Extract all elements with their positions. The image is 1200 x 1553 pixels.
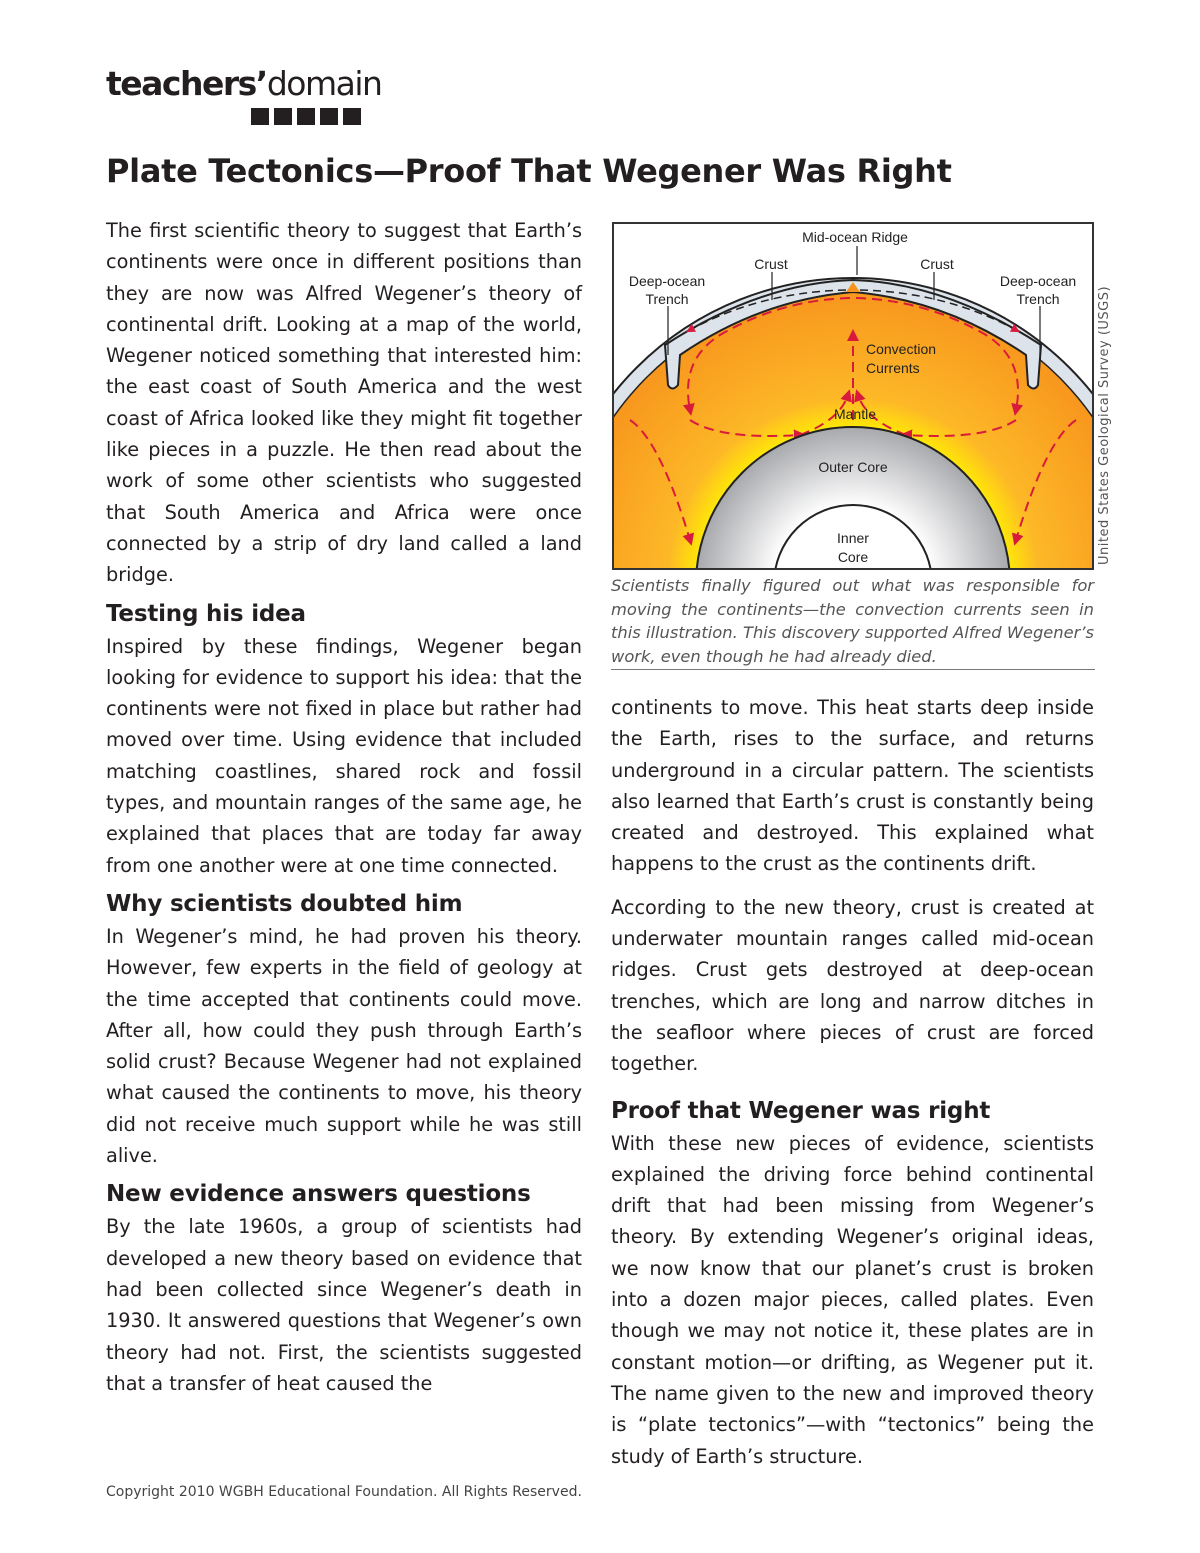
intro-paragraph: The first scientific theory to suggest that Earth’s continents were once in different positions than they are now was Alfred Wegener’s theory of continental drift. Looking at a map of the world, Wegener noticed something that interested him: the east coast of South America and the west coast of Africa looked like they might fit together like pieces in a puzzle. He then read about the work of some other scientists who suggested that South America and Africa were once connected by a strip of dry land called a land bridge. [106,219,582,587]
page-title: Plate Tectonics—Proof That Wegener Was Right [106,152,952,190]
paragraph-proof: With these new pieces of evidence, scientists explained the driving force behind continental drift that had been missing from Wegener’s theory. By extending Wegener’s original ideas, we now know that our planet’s crust is broken into a dozen major pieces, called plates. Even though we may not notice it, these plates are in constant motion—or drifting, as Wegener put it. The name given to the new and improved theory is “plate tectonics”—with “tectonics” being the study of Earth’s structure. [611,1131,1094,1468]
label-trench-right-2: Trench [1016,291,1060,307]
caption-divider [611,669,1095,670]
label-mid-ocean-ridge: Mid-ocean Ridge [802,229,908,245]
label-crust-right: Crust [920,256,954,272]
heading-testing-his-idea: Testing his idea [106,600,306,627]
label-trench-left-2: Trench [645,291,689,307]
label-mantle: Mantle [833,406,877,422]
logo-blocks [251,108,361,125]
label-core: Core [837,549,869,565]
heading-proof: Proof that Wegener was right [611,1097,991,1124]
label-outer-core: Outer Core [818,459,888,475]
label-trench-left-1: Deep-ocean [628,273,706,289]
diagram-svg [614,224,1092,568]
earth-layers-diagram [612,222,1094,570]
paragraph-doubted: In Wegener’s mind, he had proven his theory. However, few experts in the field of geology at the time accepted that continents could move. After all, how could they push through Earth’s solid crust? Because Wegener had not explained what caused the continents to move, his theory did not receive much support while he was still alive. [106,924,582,1168]
heading-new-evidence: New evidence answers questions [106,1181,531,1208]
right-column [611,692,1094,1472]
figure-caption: Scientists finally figured out what was responsible for moving the continents—the convection currents seen in this illustration. This discovery supported Alfred Wegener’s work, even though he had already died. [611,576,1094,666]
logo-text-teachers: teachers’ [106,64,267,103]
label-crust-left: Crust [754,256,788,272]
label-currents: Currents [866,360,920,376]
heading-why-doubted: Why scientists doubted him [106,890,463,917]
label-convection: Convection [866,341,937,357]
image-credit: United States Geological Survey (USGS) [1097,285,1112,565]
logo-text-domain: domain [266,64,382,103]
paragraph-testing: Inspired by these findings, Wegener began looking for evidence to support his idea: that the continents were not fixed in place but rather had moved over time. Using evidence that included matching coastlines, shared rock and fossil types, and mountain ranges of the same age, he explained that places that are today far away from one another were at one time connected. [106,634,582,877]
copyright-notice: Copyright 2010 WGBH Educational Foundation. All Rights Reserved. [106,1484,582,1500]
teachers-domain-logo [106,66,381,102]
label-trench-right-1: Deep-ocean [999,273,1077,289]
paragraph-new-theory: According to the new theory, crust is created at underwater mountain ranges called mid-ocean ridges. Crust gets destroyed at deep-ocean trenches, which are long and narrow ditches in the seafloor where pieces of crust are forced together. [611,895,1094,1076]
left-column [106,215,582,1399]
label-inner: Inner [837,530,869,546]
paragraph-continued: continents to move. This heat starts deep inside the Earth, rises to the surface, and returns underground in a circular pattern. The scientists also learned that Earth’s crust is constantly being created and destroyed. This explained what happens to the crust as the continents drift. [611,696,1094,876]
paragraph-new-evidence: By the late 1960s, a group of scientists had developed a new theory based on evidence that had been collected since Wegener’s death in 1930. It answered questions that Wegener’s own theory had not. First, the scientists suggested that a transfer of heat caused the [106,1215,582,1395]
